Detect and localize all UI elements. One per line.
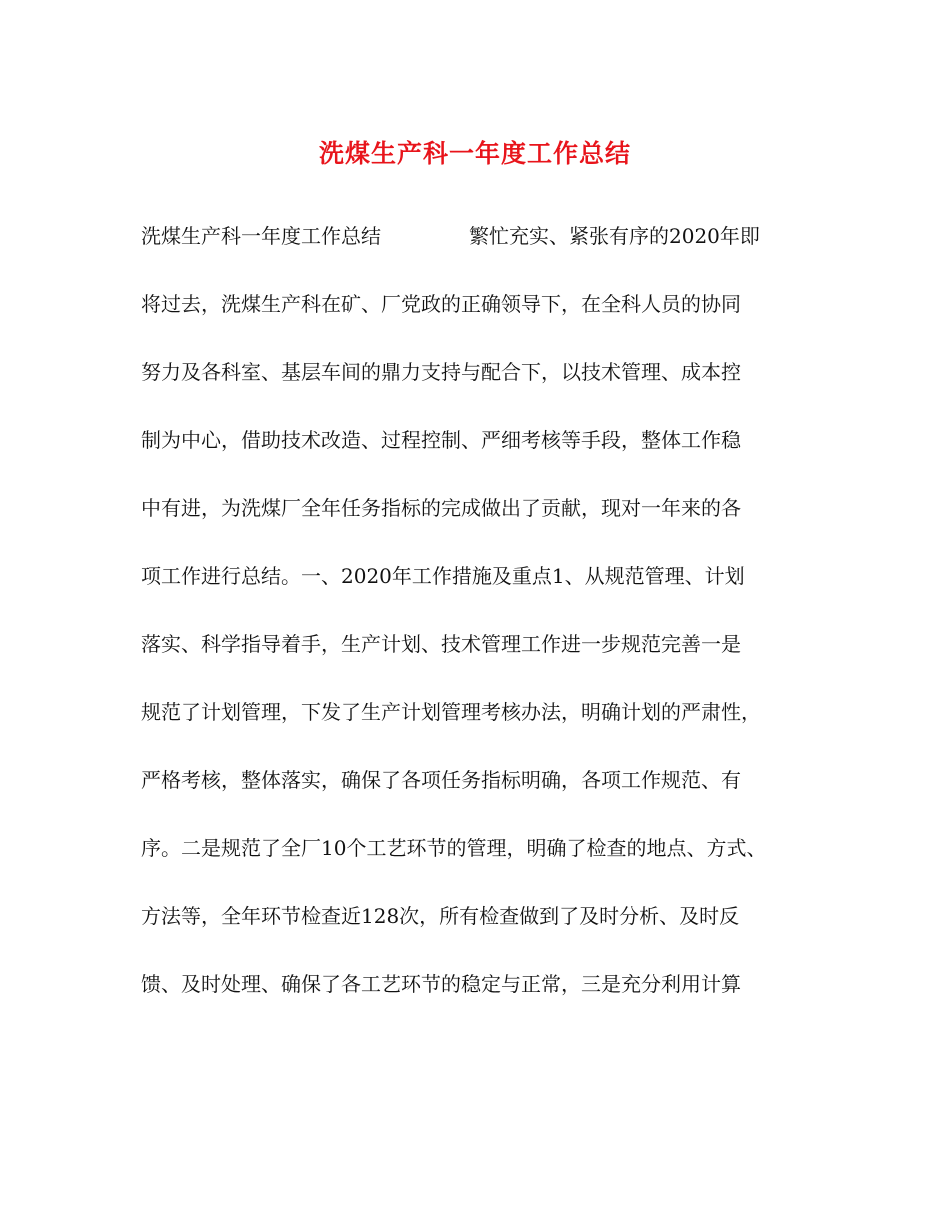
body-line-8: 规范了计划管理，下发了生产计划管理考核办法，明确计划的严肃性， bbox=[141, 700, 761, 724]
body-line-5: 中有进，为洗煤厂全年任务指标的完成做出了贡献，现对一年来的各 bbox=[141, 496, 741, 520]
body-line-4: 制为中心，借助技术改造、过程控制、严细考核等手段，整体工作稳 bbox=[141, 428, 741, 452]
document-title: 洗煤生产科一年度工作总结 bbox=[318, 139, 631, 168]
body-line-10: 序。二是规范了全厂10个工艺环节的管理，明确了检查的地点、方式、 bbox=[141, 836, 767, 860]
document-body bbox=[141, 216, 821, 1032]
body-line-1 bbox=[141, 216, 821, 284]
body-line-12: 馈、及时处理、确保了各工艺环节的稳定与正常，三是充分利用计算 bbox=[141, 972, 741, 996]
body-line-3: 努力及各科室、基层车间的鼎力支持与配合下，以技术管理、成本控 bbox=[141, 360, 741, 384]
body-line-7: 落实、科学指导着手，生产计划、技术管理工作进一步规范完善一是 bbox=[141, 632, 741, 656]
body-line-11: 方法等，全年环节检查近128次，所有检查做到了及时分析、及时反 bbox=[141, 904, 740, 928]
body-line-1-left: 洗煤生产科一年度工作总结 bbox=[141, 224, 381, 248]
body-line-1-right: 繁忙充实、紧张有序的2020年即 bbox=[469, 224, 760, 248]
body-line-6: 项工作进行总结。一、2020年工作措施及重点1、从规范管理、计划 bbox=[141, 564, 745, 588]
body-line-9: 严格考核，整体落实，确保了各项任务指标明确，各项工作规范、有 bbox=[141, 768, 741, 792]
body-line-2: 将过去，洗煤生产科在矿、厂党政的正确领导下，在全科人员的协同 bbox=[141, 292, 741, 316]
